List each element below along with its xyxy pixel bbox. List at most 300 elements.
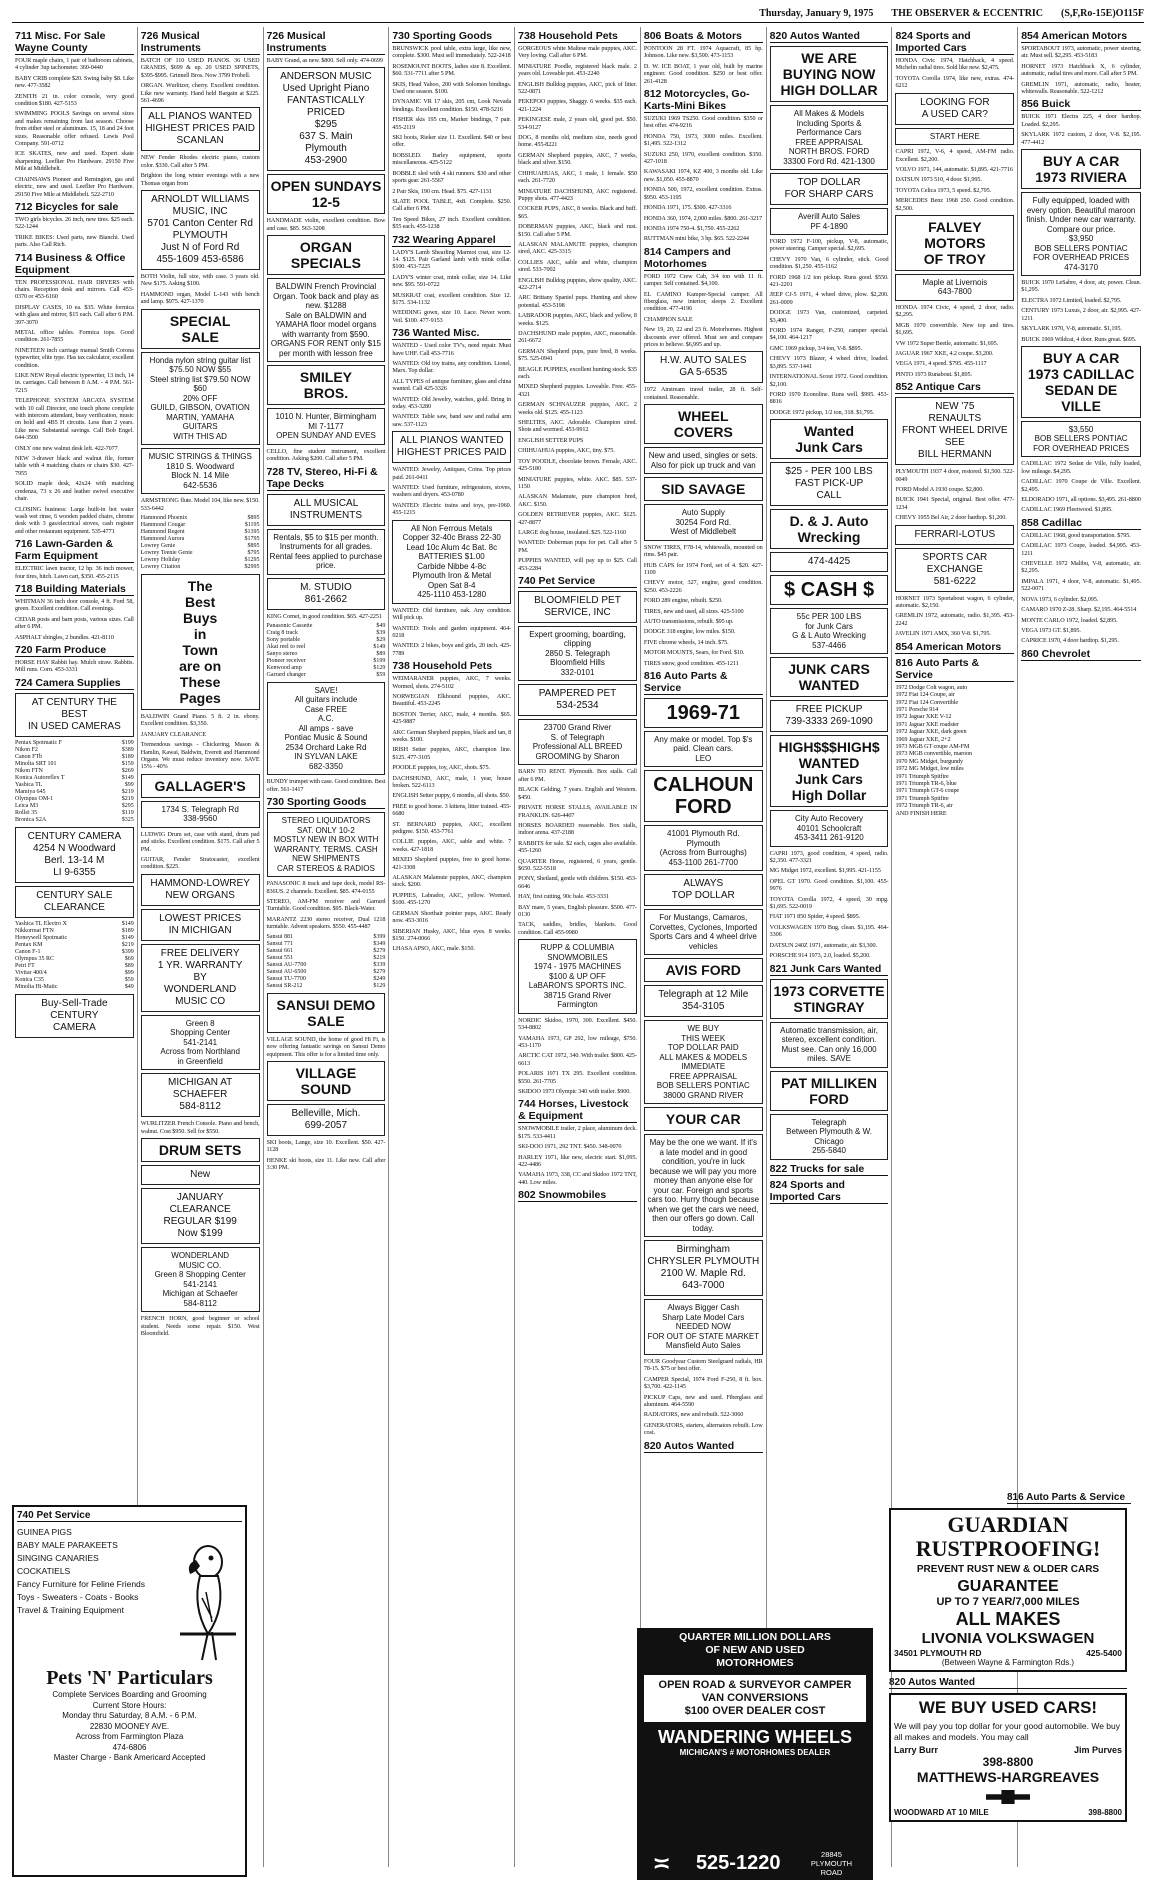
display-ad xyxy=(1021,346,1141,418)
classified-ad: GERMAN Shepherd puppies, AKC, 7 weeks, black and silver. $150. xyxy=(518,151,637,167)
price-item: Kenwood amp xyxy=(266,664,302,671)
price-value: $349 xyxy=(373,940,386,947)
price-value: $1195 xyxy=(244,522,260,528)
display-ad-line: Open Sat 8-4 xyxy=(427,580,476,590)
classified-ad: HONDA 1974 Civic, 4 speed, 2 door, radio. $2,295. xyxy=(895,303,1015,319)
classified-ad: GOLDEN RETRIEVER puppies, AKC. $125. 427-8877 xyxy=(518,511,637,526)
classified-ad: BLACK Gelding, 7 years. English and Western. $450. xyxy=(518,786,637,801)
display-ad-line: H.W. AUTO SALES xyxy=(660,355,747,367)
section-heading: 856 Buick xyxy=(1021,98,1141,111)
price-item: Hammond Cougar xyxy=(140,522,186,528)
price-item: Pentax KM xyxy=(15,941,43,948)
section-heading: 730 Sporting Goods xyxy=(392,30,511,43)
guardian-makes: ALL MAKES xyxy=(955,1609,1061,1629)
guardian-subtitle: PREVENT RUST NEW & OLDER CARS xyxy=(916,1564,1100,1575)
display-ad-line: 584-8112 xyxy=(179,1101,221,1113)
display-ad-line: S. of Telegraph xyxy=(550,732,605,742)
classified-ad: MIXED Shepherd puppies. Loveable. Free. 455-4321 xyxy=(518,383,637,398)
display-ad-line: FALVEY MOTORS xyxy=(924,218,986,251)
price-item: Craig 8 track xyxy=(266,629,298,636)
classified-ad: WEDDING gown, size 10. Lace. Never worn. Veil. $100. 477-9153 xyxy=(392,309,512,324)
classified-ad: FORD 1972 Crew Cab, 3/4 ton with 11 ft. camper. Self contained. $4,100. xyxy=(643,272,763,288)
display-ad xyxy=(644,504,763,541)
display-ad xyxy=(770,208,889,235)
display-ad-line: BOB SELLERS PONTIAC xyxy=(656,1081,750,1091)
display-ad-line: M. STUDIO xyxy=(300,581,352,593)
classified-ad: NOVA 1973, 6 cylinder. $2,095. xyxy=(1021,595,1099,603)
display-ad-line: HIGH DOLLAR xyxy=(780,82,878,98)
section-heading: 726 Musical Instruments xyxy=(267,30,386,55)
display-ad-line: Just N of Ford Rd xyxy=(160,242,240,254)
classified-ad: TOYOTA Celica 1973, 5 speed. $2,795. xyxy=(895,186,992,194)
classified-ad: OPEL GT 1970. Good condition. $1,100. 455-9976 xyxy=(769,877,889,893)
classified-ad: CHEVY motor, 327, engine, good condition. $250. 453-2226 xyxy=(643,579,763,594)
parrot-illustration xyxy=(172,1532,242,1662)
price-item: Olympus 35 RC xyxy=(15,955,55,962)
display-ad xyxy=(267,365,386,405)
classified-ad: JAGUAR 1967 XKE, 4.2 coupe. $3,200. xyxy=(895,350,994,357)
classified-ad: JAVELIN 1971 AMX, 360 V-8. $1,795. xyxy=(895,630,991,638)
car-list-item: 1972 Jaguar XKE V-12 xyxy=(895,713,952,721)
display-ad-line: LOWEST PRICES xyxy=(159,912,242,924)
section-heading: 738 Household Pets xyxy=(392,660,511,673)
price-item: Hammond Regent xyxy=(140,529,185,535)
motorhome-line: QUARTER MILLION DOLLARS xyxy=(679,1631,831,1643)
display-ad-line: JUNK CARS xyxy=(788,661,870,678)
display-ad-line: Performance Cars xyxy=(796,128,862,137)
display-ad-line: 739-3333 269-1090 xyxy=(785,716,873,728)
display-ad-line: HIGHEST PRICES PAID xyxy=(396,447,507,459)
price-item: Honeywell Spotmatic xyxy=(15,934,68,941)
display-ad xyxy=(267,1104,386,1136)
display-ad-line: The xyxy=(187,578,213,594)
display-ad-line: City Auto Recovery xyxy=(795,814,864,824)
price-row xyxy=(267,962,386,969)
section-heading: 720 Farm Produce xyxy=(15,644,134,657)
display-ad-line: WE BUY xyxy=(687,1024,720,1034)
display-ad xyxy=(644,1299,763,1355)
price-row xyxy=(15,935,134,942)
price-item: Konica Autoreflex T xyxy=(15,774,65,781)
classified-ad: IRISH Setter puppies, AKC, champion line. $125. 477-3105 xyxy=(392,746,512,761)
display-ad-line: CENTURY CAMERA xyxy=(27,830,122,842)
dealer-phone: 525-1220 xyxy=(695,1852,781,1874)
classified-ad: BUICK 1971 Electra 225, 4 door hardtop. Loaded. $2,295. xyxy=(1021,113,1141,128)
pets-detail-line: 22830 MOONEY AVE. xyxy=(89,1721,170,1731)
car-list-item: AND FINISH HERE xyxy=(895,809,947,817)
display-ad xyxy=(644,770,763,822)
price-item: Konica C35 xyxy=(15,976,44,983)
classified-ad: SKIDOO 1973 Olympic 340 with trailer. $900. xyxy=(518,1087,631,1095)
display-ad-line: CALL xyxy=(816,490,842,502)
classified-ad: ENGLISH Bulldog puppies, AKC, pick of litter. 522-0871 xyxy=(518,80,637,96)
section-heading: 824 Sports and Imported Cars xyxy=(770,1179,889,1204)
display-ad-line: LI 9-6355 xyxy=(53,866,96,878)
price-item: Rollei 35 xyxy=(15,809,38,816)
car-list-item: 1970 MG Midget, burgundy xyxy=(895,757,964,765)
section-heading: 860 Chevrolet xyxy=(1021,648,1141,661)
motorhome-offer-line: OPEN ROAD & SURVEYOR CAMPER xyxy=(658,1679,852,1691)
classified-ad: QUARTER Horse, registered, 6 years, gentle. $650. 522-5518 xyxy=(518,857,637,872)
classified-ad: ASPHALT shingles, 2 bundles. 421-8110 xyxy=(15,633,114,641)
classified-ad: DISPLAY CASES, 10 ea. $35. White formica with glass and mirror, $15 each. Call after 6 P.M. 397-3070 xyxy=(15,303,134,326)
display-ad-line: 1973 RIVIERA xyxy=(1035,169,1128,186)
classified-ad: HORSES BOARDED reasonable. Box stalls, indoor arena. 437-2188 xyxy=(518,821,637,837)
classified-ad: CHAMPION SALE xyxy=(643,315,693,323)
price-row xyxy=(15,810,134,817)
classified-ad: MOTOR MOUNTS, Sears, for Ford. $10. xyxy=(643,649,745,657)
display-ad-line: For Mustangs, Camaros, Corvettes, Cyclones, Imported Sports Cars and 4 wheel drive vehicles xyxy=(649,913,758,951)
display-ad xyxy=(141,309,260,349)
price-row xyxy=(141,529,260,536)
classified-ad: PLYMOUTH 1937 4 door, restored. $1,500. 522-0049 xyxy=(895,468,1015,483)
display-ad-line: SAT. ONLY 10-2 xyxy=(297,825,355,835)
display-ad-line: 581-6222 xyxy=(933,575,976,587)
classified-ad: ALASKAN Malamute puppies, AKC, champion stock. $200. xyxy=(392,874,512,889)
classified-ad: LADY'S winter coat, mink collar, size 14. Like new. $95. 591-0722 xyxy=(392,273,512,289)
display-ad-line: GA 5-6535 xyxy=(679,367,728,379)
classified-ad: MUSKRAT coat, excellent condition. Size 12. $175. 534-1132 xyxy=(392,291,512,306)
motorhome-headline xyxy=(640,1631,870,1670)
display-ad-line: START HERE xyxy=(929,131,980,141)
price-value: $149 xyxy=(121,920,134,927)
display-ad-line: Steel string list $79.50 NOW $60 xyxy=(149,374,251,394)
classified-column xyxy=(264,27,390,1867)
price-value: $279 xyxy=(373,947,386,954)
car-list xyxy=(895,684,1014,817)
classified-ad: SPORTABOUT 1973, automatic, power steering, air. Must sell. $2,295. 453-5183 xyxy=(1021,45,1141,60)
display-ad-line: NEW ORGANS xyxy=(165,889,235,901)
classified-ad: JANUARY CLEARANCE xyxy=(140,730,207,738)
classified-ad: HONDA Civic 1974, Hatchback, 4 speed. Michelin radial tires. Sold like new. $2,475. xyxy=(895,57,1015,72)
display-ad-line: Berl. 13-14 M xyxy=(44,854,105,866)
display-ad-line: WANTED xyxy=(798,677,860,694)
classified-ad: ALASKAN MALAMUTE puppies, champion sired, AKC. 425-3315 xyxy=(518,240,637,256)
display-ad xyxy=(770,608,889,654)
display-ad-line: for Junk Cars xyxy=(805,621,853,631)
dealer-tagline: MICHIGAN'S # MOTORHOMES DEALER xyxy=(679,1748,831,1757)
display-ad xyxy=(141,1188,260,1244)
classified-ad: MINIATURE puppies, white. AKC. $85. 537-1150 xyxy=(518,475,637,490)
classified-ad: HAY, first cutting, 90c bale. 453-3331 xyxy=(518,893,609,901)
display-ad-line: 1974 - 1975 MACHINES xyxy=(533,962,622,972)
price-item: Minolta Hi-Matic xyxy=(15,983,58,990)
usedcars-phone: 398-8800 xyxy=(982,1755,1034,1769)
classified-ad: CELLO, fine student instrument, excellent condition. Asking $200. Call after 5 PM. xyxy=(266,447,386,463)
display-ad-line: Green 8 xyxy=(185,1018,215,1028)
section-heading: 728 TV, Stereo, Hi-Fi & Tape Decks xyxy=(267,466,386,491)
display-ad-line: MOSTLY NEW IN BOX WITH xyxy=(273,835,379,845)
display-ad-line: BALDWIN French Provincial Organ. Took back and play as new. $1288 xyxy=(273,282,379,311)
price-value: $1395 xyxy=(244,529,260,535)
section-heading: 821 Junk Cars Wanted xyxy=(770,963,889,976)
display-ad xyxy=(770,462,889,506)
price-item: Lowrey Genie xyxy=(140,543,176,549)
display-ad xyxy=(644,477,763,501)
display-ad-line: 38715 Grand River xyxy=(543,990,612,1000)
price-row xyxy=(15,921,134,928)
display-ad-line: LEO xyxy=(695,753,712,763)
classified-ad: WANTED: Doberman pups for pet. Call after 5 PM. xyxy=(518,539,637,554)
display-ad-line: FANTASTICALLY PRICED xyxy=(286,95,365,119)
price-value: $89 xyxy=(376,650,386,657)
classified-ad: Ten Speed Bikes, 27 inch. Excellent condition. $55 each. 455-1238 xyxy=(392,215,512,231)
price-item: Nikon F2 xyxy=(15,746,38,753)
display-ad-line: VILLAGE SOUND xyxy=(295,1064,357,1097)
display-ad-line: 584-8112 xyxy=(183,1298,217,1308)
display-ad xyxy=(644,909,763,955)
price-row xyxy=(141,550,260,557)
classified-ad: FISHER skis 195 cm, Marker bindings, 7 pair. 455-2119 xyxy=(392,116,512,131)
price-row xyxy=(15,761,134,768)
display-ad-line: ANDERSON MUSIC xyxy=(280,71,372,83)
display-ad xyxy=(770,552,889,572)
price-value: $69 xyxy=(124,955,134,962)
price-row xyxy=(267,955,386,962)
classified-ad: TOYOTA Corolla 1972, 4 speed, 30 mpg. $1,695. 522-0019 xyxy=(769,895,889,911)
price-value: $99 xyxy=(124,781,134,788)
display-ad xyxy=(770,1022,889,1068)
wandering-wheels-ad xyxy=(637,1628,873,1880)
price-value: $895 xyxy=(247,543,260,549)
classified-ad: PUPPIES WANTED, will pay up to $25. Call 453-2284 xyxy=(518,557,637,572)
display-ad-line: STINGRAY xyxy=(793,998,865,1015)
display-ad-line: are on xyxy=(179,658,222,674)
classified-ad: HAMMOND organ, Model L-143 with bench and lamp. $975. 427-1370 xyxy=(140,290,260,306)
classified-ad: SNOWMOBILE trailer, 2 place, aluminum deck. $175. 533-4411 xyxy=(518,1125,637,1140)
display-ad-line: WITH THIS AD xyxy=(173,431,227,441)
pet-item: Toys - Sweaters - Coats - Books xyxy=(17,1592,139,1602)
display-ad xyxy=(770,810,889,847)
display-ad-line: Rentals, $5 to $15 per month. Instruments for all grades. Rental fees applied to purchase price. xyxy=(269,532,383,571)
display-ad xyxy=(141,190,260,270)
classified-ad: TWO girls bicycles. 26 inch, new tires. $25 each. 522-1244 xyxy=(15,215,134,231)
classified-ad: WANTED: Old toy trains, any condition. Lionel, Marx. Top dollar. xyxy=(392,360,512,375)
classified-ad: SHELTIES, AKC. Adorable. Champion sired. Shots and wormed. 453-9912 xyxy=(518,419,637,434)
classified-ad: BABY CRIB complete $20. Swing baby $8. Like new. 477-3582 xyxy=(15,74,134,90)
classified-ad: DODGE 318 engine, low miles. $150. xyxy=(643,628,736,636)
display-ad-line: Buys xyxy=(183,610,218,626)
classified-ad: TOYOTA Corolla 1974, like new, extras. 474-6212 xyxy=(895,74,1015,90)
display-ad-line: HIGH$$$HIGH$ xyxy=(778,739,880,756)
guardian-address: 34501 PLYMOUTH RD xyxy=(894,1648,982,1658)
display-ad-line: 1973 CORVETTE xyxy=(773,982,885,999)
display-ad-line: IMMEDIATE xyxy=(681,1062,726,1072)
display-ad-line: TOP DOLLAR xyxy=(671,890,735,902)
classified-ad: CHIHUAHUA puppies, AKC, tiny. $75. xyxy=(518,447,615,455)
display-ad-line: Plymouth Iron & Metal xyxy=(412,571,492,581)
display-ad-line: Michigan at Schaefer xyxy=(162,1289,238,1299)
classified-ad: FORD Model A 1930 coupe. $2,800. xyxy=(895,486,984,494)
display-ad-line: These xyxy=(179,674,221,690)
price-item: Lowrey Teenie Genie xyxy=(140,550,193,556)
price-row xyxy=(15,789,134,796)
newspaper-name: THE OBSERVER & ECCENTRIC xyxy=(891,8,1044,19)
display-ad-line: YOUR CAR xyxy=(665,1111,741,1128)
display-ad-line: Plymouth xyxy=(686,838,720,848)
right-bottom-ads xyxy=(889,1492,1131,1822)
classified-ad: ALASKAN Malamute, pure champion bred, AKC. $150. xyxy=(518,493,637,508)
price-item: Sansui 661 xyxy=(266,947,294,954)
display-ad-line: FOR OVERHEAD PRICES xyxy=(1033,253,1130,263)
display-ad-line: Junk Cars xyxy=(795,439,863,456)
ww-logo-icon: ≍ xyxy=(652,1850,671,1876)
display-ad-line: BILL HERMANN xyxy=(918,449,992,461)
pets-detail-line: Current Store Hours: xyxy=(92,1700,167,1710)
classified-ad: WURLITZER French Console. Piano and bench, walnut. Cost $950. Sell for $550. xyxy=(140,1120,260,1135)
classified-ad: CHEVY 1955 Bel Air, 2 door hardtop. $1,200. xyxy=(895,514,1007,522)
classified-ad: Brighton the long winter evenings with a new Thomas organ from xyxy=(140,172,260,187)
classified-ad: CHEVY 1973 Blazer, 4 wheel drive, loaded. $3,895. 537-1441 xyxy=(769,355,889,370)
display-ad xyxy=(15,693,134,737)
classified-ad: FIVE chrome wheels, 14 inch. $75. xyxy=(643,638,729,646)
display-ad-line: 354-3105 xyxy=(682,1001,725,1013)
display-ad-line: 23700 Grand River xyxy=(543,723,612,733)
classified-ad: TIRES, new and used, all sizes. 425-5100 xyxy=(643,607,744,615)
classified-ad: FORD 1974 Ranger, F-250, camper special. $4,100. 464-1217 xyxy=(769,327,889,342)
section-heading: 714 Business & Office Equipment xyxy=(15,252,134,277)
classified-ad: VOLVO 1971, 144, automatic. $1,895. 421-7716 xyxy=(895,165,1013,173)
display-ad-line: BUY A CAR xyxy=(1042,153,1120,170)
display-ad-line: 453-2900 xyxy=(304,155,348,167)
display-ad xyxy=(644,1020,763,1104)
display-ad-line: BOB SELLERS PONTIAC xyxy=(1034,434,1128,444)
classified-ad: TIRES snow, good condition. 455-1211 xyxy=(643,659,739,667)
price-item: Vivitar 400/4 xyxy=(15,969,47,976)
classified-ad: NEW 3-drawer black and walnut file, former table with 4 matching chairs or chairs $30. 427-7955 xyxy=(15,455,134,477)
classified-ad: NINETEEN inch carriage manual Smith Corona typewriter, elite type. Has tax calculator, excellent condition. xyxy=(15,346,134,369)
classified-ad: ELECTRA 1972 Limited, loaded. $2,795. xyxy=(1021,296,1122,304)
display-ad-line: in xyxy=(193,626,207,642)
display-ad-line: MARTIN, YAMAHA xyxy=(166,412,235,422)
classified-ad: NORWEGIAN Elkhound puppies, AKC. Beautiful. 453-2245 xyxy=(392,692,512,708)
chevrolet-logo-icon xyxy=(986,1790,1030,1804)
display-ad-line: MUSIC, INC xyxy=(172,206,228,218)
classified-ad: SWIMMING POOLS Savings on several sizes and makes remaining from last season. Choose from either steel or aluminum. 15, 18 and 24 foot sizes. Reasonable offer refused. Lewis Pool Company. 591-0712 xyxy=(15,110,134,148)
display-ad-line: 30254 Ford Rd. xyxy=(675,517,732,527)
section-heading: 852 Antique Cars xyxy=(895,381,1014,394)
price-value: $129 xyxy=(373,982,386,989)
classified-ad: SKI-DOO 1971, 292 TNT. $450. 348-0070 xyxy=(518,1143,622,1151)
display-ad xyxy=(518,591,637,623)
classified-ad: POODLE puppies, toy, AKC, shots. $75. xyxy=(392,764,490,772)
price-table xyxy=(141,515,260,571)
price-item: Canon F-1 xyxy=(15,948,41,955)
display-ad xyxy=(141,448,260,494)
display-ad-line: Wrecking xyxy=(797,529,861,546)
display-ad-line: Block N. 14 Mile xyxy=(171,471,230,481)
display-ad-line: FRONT WHEEL DRIVE xyxy=(902,425,1008,437)
display-ad xyxy=(644,351,763,383)
classified-ad: DACHSHUND, AKC, male, 1 year, house broken. 522-6113 xyxy=(392,774,512,789)
display-ad-line: FREE APPRAISAL xyxy=(669,1071,738,1081)
classified-ad: COLLIE puppies, AKC, sable and white. 7 weeks. 427-1818 xyxy=(392,838,512,853)
pet-items-list xyxy=(17,1526,172,1662)
classified-ad: BARN TO RENT. Plymouth. Box stalls. Call after 6 PM. xyxy=(518,768,637,783)
section-heading: 854 American Motors xyxy=(895,641,1014,654)
display-ad-line: PAT MILLIKEN xyxy=(781,1074,877,1091)
we-buy-used-cars-ad xyxy=(889,1693,1127,1822)
classified-ad: GREMLIN 1972, automatic, radio. $1,395. 453-2242 xyxy=(895,612,1015,627)
display-ad-line: NEW '75 xyxy=(935,401,975,413)
price-row xyxy=(141,536,260,543)
car-list-item: 1972 Fiat 124 Convertible xyxy=(895,698,959,706)
classified-ad: NEW Fender Rhodes electric piano, custom color. $330. Call after 5 PM. xyxy=(140,154,260,169)
display-ad-line: SPORTS CAR xyxy=(922,551,988,563)
display-ad-line: 1969-71 xyxy=(666,701,740,724)
display-ad-line: SID SAVAGE xyxy=(661,481,746,498)
classified-ad: HARLEY 1971, like new, electric start. $1,095. 422-4486 xyxy=(518,1153,637,1168)
classified-ad: HONDA 1974 750-4. $1,750. 455-2262 xyxy=(643,224,740,232)
dealer-address: 28845 PLYMOUTH ROAD xyxy=(810,1850,853,1877)
classified-ad: METAL office tables. Formica tops. Good condition. 261-7855 xyxy=(15,328,134,344)
display-ad-line: 453-1100 261-7700 xyxy=(668,857,738,867)
classified-ad: BOBSLED. Barley equipment, sports miscellaneous. 425-5122 xyxy=(392,151,512,167)
display-ad xyxy=(770,419,889,459)
display-ad xyxy=(141,1138,260,1162)
classified-ad: MIXED Shepherd puppies, free to good home. 421-3308 xyxy=(392,856,512,871)
price-row xyxy=(141,564,260,571)
classified-ad: LADY'S Lamb Shearling Marmot coat, size 12-14. $125. Pair Garland lamb with mink collar. $100. 453-7225 xyxy=(392,248,512,271)
classified-ad: PUPPIES, Labrador, AKC, yellow. Wormed. $100. 455-1270 xyxy=(392,891,512,907)
display-ad-line: CLEARANCE xyxy=(169,1204,231,1216)
display-ad xyxy=(141,801,260,828)
motorhome-line: OF NEW AND USED xyxy=(705,1644,805,1656)
classified-ad: COLLIES AKC, sable and white, champion sired. 533-7002 xyxy=(518,258,637,274)
classified-ad: TACK, saddles, bridles, blankets. Good condition. Call 455-9980 xyxy=(518,921,637,936)
display-ad xyxy=(141,874,260,906)
display-ad-line: 537-4466 xyxy=(812,640,846,650)
display-ad-line: Auto Supply xyxy=(681,508,725,518)
display-ad-line: SERVICE, INC xyxy=(544,606,611,618)
display-ad xyxy=(267,529,386,575)
display-ad-line: $295 xyxy=(314,119,338,131)
price-item: Sansui SR-212 xyxy=(266,982,303,989)
running-head xyxy=(12,8,1144,23)
display-ad-line: Including Sports & xyxy=(796,118,862,128)
price-value: $159 xyxy=(121,760,134,767)
classified-ad: FORD 289 engine, rebuilt. $250. xyxy=(643,597,723,605)
classified-ad: CAPRI 1973, good condition, 4 speed, radio. $2,350. 477-3321 xyxy=(769,849,889,865)
display-ad-line: NEEDED NOW xyxy=(675,1322,731,1332)
display-ad-line: 55c PER 100 LBS xyxy=(796,612,862,622)
guardian-between: (Between Wayne & Farmington Rds.) xyxy=(941,1658,1075,1667)
classified-ad: CADILLAC 1970 Coupe de Ville. Excellent. $2,495. xyxy=(1021,478,1141,493)
car-list-item: 1969 Jaguar XKE, 2+2 xyxy=(895,735,951,743)
display-ad-line: GUILD, GIBSON, OVATION xyxy=(150,403,250,413)
display-ad-line: PLYMOUTH xyxy=(172,230,228,242)
classified-ad: DACHSHUND male puppies, AKC, reasonable. 261-6672 xyxy=(518,330,637,345)
price-row xyxy=(15,963,134,970)
display-ad-line: WONDERLAND xyxy=(164,983,237,995)
price-row xyxy=(15,754,134,761)
display-ad-line: All Makes & Models xyxy=(793,109,865,118)
price-value: $795 xyxy=(247,550,260,556)
display-ad-line: Case FREE xyxy=(304,704,348,714)
section-heading: 718 Building Materials xyxy=(15,583,134,596)
display-ad-line: 12-5 xyxy=(311,194,340,211)
classified-ad: BUICK 1970 LeSabre, 4 door, air, power. Clean. $1,295. xyxy=(1021,279,1141,294)
display-ad-line: BUYING NOW xyxy=(782,66,876,82)
classified-column xyxy=(767,27,893,1867)
display-ad-line: CENTURY SALE xyxy=(36,889,113,901)
display-ad xyxy=(392,520,511,604)
classified-ad: BATCH OF 110 USED PIANOS. 36 USED GRANDS, $699 & up. 20 USED SPINETS, $395-$995. Grinnell Bros. Now 3799 Frobell. xyxy=(140,57,260,79)
guardian-dealer: LIVONIA VOLKSWAGEN xyxy=(921,1630,1095,1647)
classified-ad: CHEVY 1970 Van, 6 cylinder, stick. Good condition. $1,250. 455-1162 xyxy=(769,255,889,271)
display-ad-line: Shopping Center xyxy=(170,1028,231,1038)
classified-ad: POLARIS 1971 TX 295. Excellent condition. $550. 261-7705 xyxy=(518,1070,637,1085)
